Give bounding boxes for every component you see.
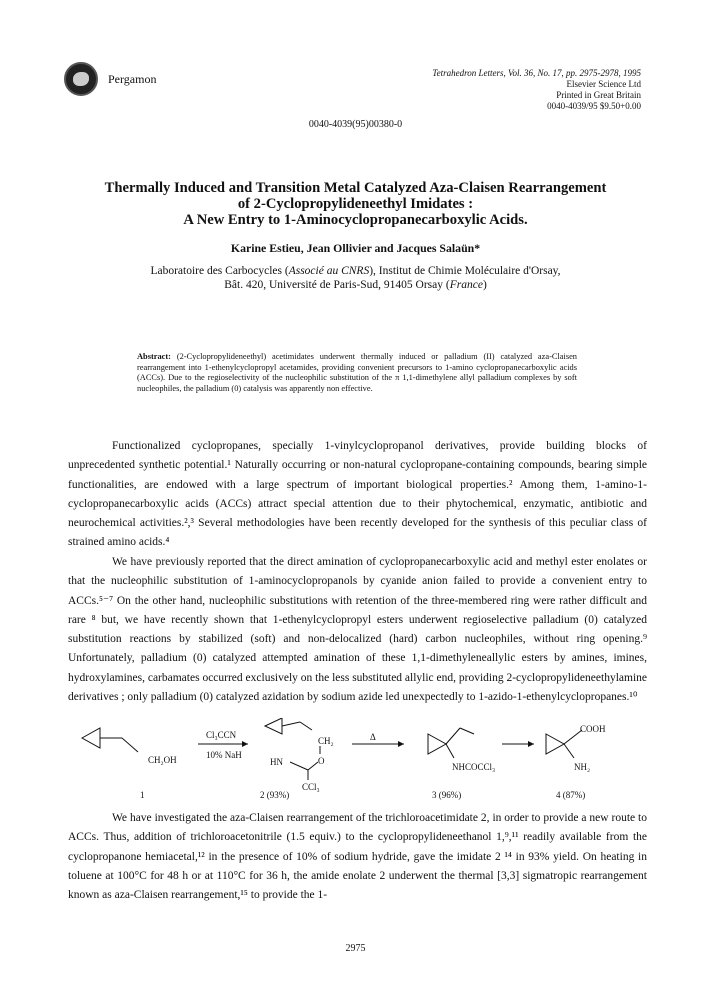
arrow-head-1 bbox=[242, 741, 248, 747]
journal-printed: Printed in Great Britain bbox=[556, 90, 641, 100]
cooh-label: COOH bbox=[580, 724, 606, 734]
affiliation-text: Laboratoire des Carbocycles ( bbox=[150, 265, 289, 277]
affiliation-text: Bât. 420, Université de Paris-Sud, 91405 Orsay ( bbox=[224, 279, 450, 291]
authors: Karine Estieu, Jean Ollivier and Jacques Salaün* bbox=[230, 241, 481, 255]
affiliation bbox=[0, 264, 711, 292]
paragraph-text: We have investigated the aza-Claisen rearrangement of the trichloroacetimidate 2, in order to provide a new route to ACCs. Thus, addition of trichloroacetonitrile (1.5 equiv.) to the cyclopropylideneethanol 1,⁹,¹¹ readily available from the cyclopropanone hemiacetal,¹² in the presence of 10% of sodium hydride, gave the imidate 2 ¹⁴ in 93% yield. On heating in toluene at 100°C for 48 h or at 110°C for 36 h, the amide enolate 2 underwent the thermal [3,3] sigmatropic rearrangement known as aza-Claisen rearrangement,¹⁵ to provide the 1- bbox=[68, 812, 647, 902]
structure-1 bbox=[82, 728, 138, 752]
ch2-label: CH₂ bbox=[318, 736, 334, 746]
reagent-nah: 10% NaH bbox=[206, 750, 242, 760]
arrow-head-3 bbox=[528, 741, 534, 747]
affiliation-italic: France bbox=[449, 279, 483, 291]
reaction-scheme bbox=[70, 718, 650, 800]
structure-3 bbox=[428, 728, 474, 758]
journal-info bbox=[432, 68, 641, 112]
paragraph-text: We have previously reported that the direct amination of cyclopropanecarboxylic acid and methyl ester enolates or that the nucleophilic substitution of 1-aminocyclopropanols by cyanide anion failed to provide a convenient entry to ACCs.⁵⁻⁷ On the other hand, nucleophilic substitutions with retention of the three-membered ring were rather difficult and rare ⁸ but, we have recently shown that 1-ethenylcyclopropyl esters underwent regioselective palladium (0) catalyzed substitution reactions by stabilized (soft) and non-delocalized (hard) carbon nucleophiles, without ring opening.⁹ Unfortunately, palladium (0) catalyzed attempted amination of these 1,1-dimethyleneallylic esters by amines, imines, hydroxylamines, carbamates occurred exclusively on the less substituted allylic end, providing 2-cyclopropylideneethylamine derivatives ; only palladium (0) catalyzed azidation by sodium azide led unexpectedly to 1-azido-1-ethenylcyclopropanes.¹⁰ bbox=[68, 556, 647, 704]
reagent-cl3ccn: Cl₃CCN bbox=[206, 730, 237, 740]
affiliation-text: ), Institut de Chimie Moléculaire d'Orsay, bbox=[369, 265, 561, 277]
affiliation-text: ) bbox=[482, 279, 487, 291]
compound-label-2: 2 (93%) bbox=[260, 790, 290, 800]
paragraph-text: Functionalized cyclopropanes, specially 1-vinylcyclopropanol derivatives, provide building blocks of unprecedented synthetic potential.¹ Naturally occurring or non-natural cyclopropane-containing compounds, bearing simple functionalities, are endowed with a large spectrum of important biological properties.² Among them, 1-amino-1-cyclopropanecarboxylic acids (ACCs) attract special attention due to their phytochemical, enzymatic, antibiotic and neurochemical activities.²,³ Several methodologies have been recently developed for the synthesis of this peculiar class of strained amino acids.⁴ bbox=[68, 440, 647, 549]
hn-label: HN bbox=[270, 757, 283, 767]
journal-publisher: Elsevier Science Ltd bbox=[566, 79, 641, 89]
structure-2 bbox=[265, 718, 320, 780]
affiliation-line-2 bbox=[0, 278, 711, 292]
paragraph-1 bbox=[68, 437, 647, 553]
nhcoccl3-label: NHCOCCl₃ bbox=[452, 762, 496, 772]
journal-citation: Tetrahedron Letters, Vol. 36, No. 17, pp. 2975-2978, 1995 bbox=[432, 68, 641, 78]
nh2-label: NH₂ bbox=[574, 762, 591, 772]
title-line-2: of 2-Cyclopropylideneethyl Imidates : bbox=[237, 196, 474, 212]
affiliation-italic: Associé au CNRS bbox=[288, 265, 370, 277]
arrow-head-2 bbox=[398, 741, 404, 747]
o-label: O bbox=[318, 756, 325, 766]
publisher-logo bbox=[64, 62, 98, 96]
article-doi: 0040-4039(95)00380-0 bbox=[308, 119, 403, 130]
structure-4 bbox=[546, 730, 582, 758]
ccl3-label: CCl₃ bbox=[302, 782, 320, 792]
affiliation-line-1 bbox=[0, 264, 711, 278]
page-number: 2975 bbox=[345, 943, 366, 954]
compound-label-4: 4 (87%) bbox=[556, 790, 586, 800]
paper-title bbox=[0, 180, 711, 228]
delta-label: Δ bbox=[370, 732, 376, 742]
abstract bbox=[137, 352, 577, 394]
title-line-1: Thermally Induced and Transition Metal Catalyzed Aza-Claisen Rearrangement bbox=[104, 180, 607, 196]
abstract-label: Abstract: bbox=[137, 352, 171, 361]
paragraph-2 bbox=[68, 553, 647, 707]
ch2oh-label: CH₂OH bbox=[148, 755, 177, 765]
title-line-3: A New Entry to 1-Aminocyclopropanecarboxylic Acids. bbox=[183, 212, 528, 228]
paragraph-3 bbox=[68, 809, 647, 905]
publisher-name: Pergamon bbox=[108, 72, 157, 86]
journal-issn: 0040-4039/95 $9.50+0.00 bbox=[547, 101, 641, 111]
abstract-text: (2-Cyclopropylideneethyl) acetimidates underwent thermally induced or palladium (II) catalyzed aza-Claisen rearrangement into 1-ethenylcyclopropyl acetamides, providing convenient precursors to 1-amino cyclopropanecarboxylic acids (ACCs). Due to the regioselectivity of the nucleophilic substitution of the π 1,1-dimethylene allyl palladium complexes by soft nucleophiles, the palladium (0) catalysis was apparently non effective. bbox=[137, 352, 577, 393]
compound-label-3: 3 (96%) bbox=[432, 790, 462, 800]
compound-label-1: 1 bbox=[140, 790, 145, 800]
